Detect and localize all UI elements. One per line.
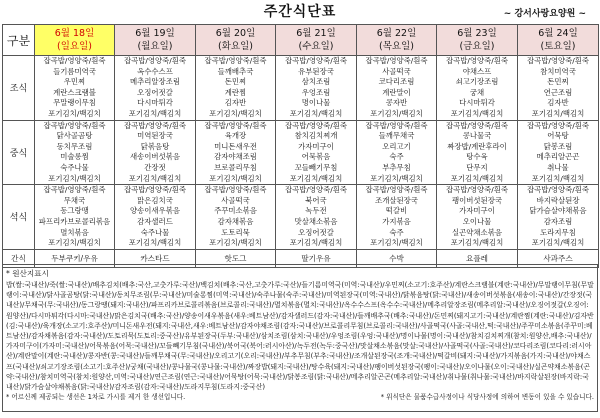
day-header-3: [276, 25, 357, 56]
menu-item: 가자미구이: [459, 206, 495, 216]
meal-cell: [357, 56, 437, 121]
meal-cell: [276, 185, 357, 250]
meal-cell: [276, 56, 357, 121]
day-weekday: (목요일): [379, 41, 414, 52]
meal-cell: [35, 185, 115, 250]
menu-item: 북어국: [305, 195, 327, 205]
fish-bone-note: * 어르신께 제공되는 생선은 1차로 가시를 제거 한 생선입니다.: [6, 393, 186, 402]
menu-item: 실곤약채소볶음: [452, 227, 502, 237]
origin-notes: [2, 264, 598, 412]
menu-item: 콩나물국: [462, 131, 492, 141]
menu-item: 포기김치/백김치: [209, 238, 262, 248]
menu-item: 바지락살된장: [536, 195, 580, 205]
menu-item: 잡곡밥/영양죽/흰죽: [43, 185, 106, 195]
menu-item: 꼬들빼기무침: [294, 162, 338, 172]
snack-item: 딸기우유: [276, 249, 357, 267]
meal-cell: [115, 56, 196, 121]
day-header-6: [518, 25, 599, 56]
day-date: 6월 18일: [54, 28, 95, 39]
menu-item: 미역된장국: [137, 131, 173, 141]
menu-item: 잡곡밥/영양죽/흰죽: [445, 56, 509, 65]
snack-item: 카스타드: [115, 249, 196, 267]
meal-cell: [437, 185, 518, 250]
menu-item: 유부된장국: [298, 66, 334, 76]
menu-item: 우엉조림: [301, 87, 331, 97]
menu-item: 잡곡밥/영양죽/흰죽: [365, 120, 428, 130]
meal-label: 조식: [3, 56, 35, 121]
day-header-row: [3, 25, 599, 56]
snack-item: 사과주스: [518, 249, 599, 267]
menu-item: 잡곡밥/영양죽/흰죽: [123, 120, 187, 130]
menu-item: 잡곡밥/영양죽/흰죽: [365, 185, 428, 195]
menu-item: 참치김치찌개: [294, 131, 338, 141]
menu-item: 숙주: [389, 152, 404, 162]
menu-item: 옥수수스프: [137, 66, 173, 76]
menu-item: 닭사골곰탕: [56, 131, 93, 141]
menu-item: 다시마튀각: [459, 98, 495, 108]
menu-item: 포기김치/백김치: [289, 173, 343, 183]
menu-item: 포기김치/백김치: [289, 238, 343, 248]
menu-item: 브로콜리무침: [214, 162, 257, 172]
menu-item: 감자샐러드: [137, 216, 173, 226]
menu-item: 포기김치/백김치: [209, 108, 262, 118]
menu-item: 닭볶음탕: [140, 141, 170, 151]
menu-item: 육개장: [224, 131, 247, 141]
menu-item: 숙주: [389, 227, 404, 237]
menu-item: 포기김치/백김치: [128, 173, 182, 183]
origin-notes-body: 밥(쌀:국내산)/죽(쌀:국내산)/배추김치(배추:국산,고춧가루:국산)/백김치(배추:국산,고춧가루:국산)/들기름미역국(미역:국내산)/우민찌(소고기:호주산)/계란스크램블(계란:국내산)/무말랭이무침(무말랭이:국내산)/닭사골곰탕(닭:국내산)/동치무조림(무:국내산)/미술롱찜(미역:국내산)/숙주나물(숙주:국내산)/미역된장국(미역:국내산)/닭볶음탕(닭:국내산)/새송이버섯볶음(새송이:국내산)/간장젓(국내산)/무채국(무:국내산)/동그랑땡(돼지:국내산)/파프리카브로콜리볶음(브로콜리:국내산)/멸치볶음(멸치:국내산)/옥수수스프(옥수수:국내산)/메추리알장조림(메추리알:국내산)/오징어젓갈(오징어:원양산)/다시마튀각(다시마:국내산)/맑은김치국(배추:국산)/양송이새우볶음(새우:베트남산)/감자샐러드(감자:국내산)/들깨배추국(배추:국내산)/돈민찌(돼지고기:국내산)/계란찜(계란:국내산)/김자반(김:국내산)/육개장(소고기:호주산)/미니돈새우전(돼지:국내산,새우:베트남산)/감자야채조림(감자:국내산)/브로콜리무침(브로콜리:국내산)/사골떡국(사골:국내산,떡:국내산)/주꾸미소볶음(주꾸미:베트남산)/감자채볶음(감자:국내산)/도토리묵(도토리:중국산)/유부된장국(두부:국내산)/삼치조림(삼치:국내산)/우엉조림(우엉:국내산)/명이나물(명이:국내산)/참치김치찌개(참치:원양산,배추:국내산)/가자미구이(가자미:국내산)/어묵볶음(어묵:국내산)/꼬들빼기무침(국내산)/북어국(북어:러시아산)/녹두전(녹두:중국산)/맛살채소볶음(맛살:국내산)/사골떡국(사골:국내산)/코다리조림(코다리:러시아산)/계란말이(계란:국내산)/콩자반(콩:국내산)/들깨무채국(무:국내산)/오리고기(오리:국내산)/부추무침(부추:국내산)/조개살된장국(조개:국내산)/떡갈비(돼지:국내산)/가지볶음(가지:국내산)/야채스프(국내산)/쇠고기장조림(소고기:호주산)/궁채(국내산)/콩나물국(콩나물:국내산)/짜장밥(돼지:국내산)/탕수육(돼지:국내산)/팽이버섯된장국(팽이:국내산)/오이나물(오이:국내산)/실곤약채소볶음(곤약:국내산)/참치미역국(참치:원양산,미역:국내산)/연근조림(연근:국내산)/어묵탕(어묵:국내산)/닭봉조림(닭:국내산)/메추리알곤곤(메추리알:국내산)/취나물(취나물:국내산)/바지락살된장(바지락:국내산)/닭가슴살야채볶음(닭:국내산)/감자조림(감자:국내산)/도라지무침(도라지:중국산): [6, 281, 594, 392]
meal-cell: [357, 185, 437, 250]
menu-item: 들깨무채국: [378, 131, 415, 141]
snack-item: 두부쿠키/우유: [35, 249, 115, 267]
menu-item: 녹두전: [305, 206, 327, 216]
meal-row: [3, 120, 599, 185]
menu-item: 다시마튀각: [137, 98, 173, 108]
menu-item: 오이나물: [462, 216, 492, 226]
menu-item: 포기김치/백김치: [128, 108, 182, 118]
menu-item: 사골떡국: [221, 195, 250, 205]
menu-item: 잡곡밥/영양죽/흰죽: [204, 120, 267, 130]
day-header-2: [196, 25, 276, 56]
day-date: 6월 21일: [296, 28, 336, 39]
meal-cell: [518, 120, 599, 185]
day-header-5: [437, 25, 518, 56]
menu-item: 쇠고기장조림: [455, 77, 499, 87]
meal-cell: [115, 120, 196, 185]
notes-footer: [6, 393, 594, 402]
day-date: 6월 24일: [538, 28, 578, 39]
day-header-1: [115, 25, 196, 56]
menu-item: 포기김치/백김치: [209, 173, 262, 183]
day-weekday: (월요일): [137, 41, 173, 52]
menu-item: 포기김치/백김치: [531, 173, 585, 183]
menu-item: 잡곡밥/영양죽/흰죽: [284, 120, 348, 130]
menu-item: 잡곡밥/영양죽/흰죽: [204, 56, 267, 65]
menu-item: 새송이버섯볶음: [130, 152, 180, 162]
menu-item: 참치미역국: [540, 66, 576, 76]
menu-item: 궁채: [469, 87, 485, 97]
menu-item: 멸치볶음: [60, 227, 89, 237]
menu-item: 포기김치/백김치: [48, 173, 101, 183]
menu-item: 코다리조림: [378, 77, 415, 87]
menu-item: 잡곡밥/영양죽/흰죽: [204, 185, 267, 195]
menu-item: 잡곡밥/영양죽/흰죽: [284, 185, 348, 195]
menu-item: 감자조림: [543, 216, 573, 226]
menu-item: 간장젓: [144, 162, 166, 172]
day-weekday: (일요일): [57, 41, 92, 52]
menu-item: 야채스프: [462, 66, 492, 76]
menu-item: 숙주나물: [140, 227, 170, 237]
menu-item: 들깨배추국: [217, 66, 254, 76]
meal-row: [3, 56, 599, 121]
origin-notes-heading: * 원산지표시: [6, 269, 49, 278]
meal-label: 중식: [3, 120, 35, 185]
menu-item: 동그랑땡: [60, 206, 89, 216]
menu-item: 잡곡밥/영양죽/흰죽: [445, 185, 509, 195]
meal-cell: [518, 185, 599, 250]
menu-item: 잡곡밥/영양죽/흰죽: [526, 56, 590, 65]
menu-item: 취나물: [547, 162, 569, 172]
page-title: 주간식단표: [263, 4, 337, 20]
snack-label: 간식: [3, 249, 35, 267]
day-weekday: (토요일): [540, 41, 576, 52]
menu-item: 무채국: [63, 195, 86, 205]
day-weekday: (화요일): [218, 41, 253, 52]
menu-item: 포기김치/백김치: [450, 238, 504, 248]
menu-item: 가자미구이: [298, 141, 334, 151]
menu-item: 연근조림: [543, 87, 573, 97]
menu-item: 잡곡밥/영양죽/흰죽: [123, 185, 187, 195]
menu-item: 콩자반: [385, 98, 408, 108]
menu-item: 돈민찌: [224, 77, 247, 87]
meal-cell: [437, 120, 518, 185]
meal-cell: [196, 56, 276, 121]
meal-cell: [437, 56, 518, 121]
menu-item: 포기김치/백김치: [450, 108, 504, 118]
menu-item: 어묵볶음: [301, 152, 331, 162]
menu-item: 오리고기: [382, 141, 411, 151]
menu-item: 포기김치/백김치: [450, 173, 504, 183]
meal-rows: [3, 56, 599, 268]
facility-name: ~ 강서사랑요양원 ~: [503, 9, 586, 19]
menu-item: 메추리알곤곤: [536, 152, 580, 162]
menu-item: 탕수육: [466, 152, 488, 162]
menu-item: 잡곡밥/영양죽/흰죽: [365, 56, 428, 65]
menu-item: 닭봉조림: [543, 141, 573, 151]
menu-item: 감자야채조림: [214, 152, 257, 162]
menu-item: 양송이새우볶음: [130, 206, 180, 216]
snack-item: 수박: [357, 249, 437, 267]
menu-item: 계란말이: [382, 87, 411, 97]
menu-item: 김자반: [547, 98, 569, 108]
menu-item: 부추무침: [382, 162, 411, 172]
day-date: 6월 22일: [376, 28, 417, 39]
menu-item: 주꾸미소볶음: [214, 206, 257, 216]
menu-item: 김자반: [224, 98, 247, 108]
snack-item: 요플레: [437, 249, 518, 267]
menu-item: 포기김치/백김치: [370, 173, 423, 183]
day-weekday: (금요일): [459, 41, 495, 52]
meal-cell: [196, 185, 276, 250]
menu-item: 포기김치/백김치: [48, 108, 101, 118]
menu-item: 동치무조림: [56, 141, 93, 151]
menu-item: 맑은김치국: [137, 195, 173, 205]
corner-label: 구분: [3, 25, 35, 56]
menu-item: 잡곡밥/영양죽/흰죽: [526, 185, 590, 195]
meal-cell: [115, 185, 196, 250]
menu-item: 잡곡밥/영양죽/흰죽: [526, 120, 590, 130]
menu-item: 포기김치/백김치: [531, 108, 585, 118]
day-date: 6월 19일: [135, 28, 175, 39]
meal-label: 석식: [3, 185, 35, 250]
menu-item: 계란스크램블: [53, 87, 96, 97]
menu-item: 감자채볶음: [217, 216, 254, 226]
menu-item: 팽이버섯된장국: [452, 195, 502, 205]
meal-cell: [276, 120, 357, 185]
menu-item: 떡갈비: [385, 206, 408, 216]
menu-item: 포기김치/백김치: [531, 238, 585, 248]
day-header-0: [35, 25, 115, 56]
menu-item: 포기김치/백김치: [370, 238, 423, 248]
menu-item: 짜장밥/계란후라이: [447, 141, 507, 151]
menu-item: 우민찌: [63, 77, 86, 87]
menu-item: 포기김치/백김치: [48, 238, 101, 248]
menu-change-note: * 위식단은 물품수급사정이나 식당사정에 의하여 변동이 있을 수 있습니다.: [380, 393, 594, 402]
meal-cell: [35, 120, 115, 185]
menu-item: 잡곡밥/영양죽/흰죽: [123, 56, 187, 65]
menu-item: 도라지무침: [540, 227, 576, 237]
menu-item: 메추리알장조림: [130, 77, 180, 87]
menu-item: 포기김치/백김치: [289, 108, 343, 118]
menu-item: 잡곡밥/영양죽/흰죽: [43, 56, 106, 65]
meal-cell: [196, 120, 276, 185]
menu-item: 돈민찌: [547, 77, 569, 87]
menu-item: 파프리카브로콜리볶음: [38, 216, 111, 226]
menu-header: [0, 0, 600, 22]
meal-row: [3, 185, 599, 250]
menu-item: 명이나물: [301, 98, 331, 108]
menu-item: 오징어젓갈: [137, 87, 173, 97]
menu-item: 맛살채소볶음: [294, 216, 338, 226]
menu-item: 삼치조림: [301, 77, 331, 87]
menu-item: 미니돈새우전: [214, 141, 257, 151]
menu-item: 잡곡밥/영양죽/흰죽: [43, 120, 106, 130]
meal-cell: [518, 56, 599, 121]
meal-cell: [35, 56, 115, 121]
menu-item: 숙주나물: [60, 162, 89, 172]
menu-item: 도토리묵: [221, 227, 250, 237]
menu-item: 단무지: [466, 162, 488, 172]
menu-item: 조개살된장국: [375, 195, 418, 205]
menu-item: 잡곡밥/영양죽/흰죽: [284, 56, 348, 65]
menu-item: 잡곡밥/영양죽/흰죽: [445, 120, 509, 130]
day-date: 6월 23일: [457, 28, 497, 39]
menu-item: 계란찜: [224, 87, 247, 97]
day-date: 6월 20일: [215, 28, 256, 39]
menu-item: 포기김치/백김치: [370, 108, 423, 118]
menu-item: 사골떡국: [382, 66, 411, 76]
snack-item: 핫도그: [196, 249, 276, 267]
menu-item: 들기름미역국: [53, 66, 96, 76]
weekly-menu-table: [2, 24, 599, 268]
menu-item: 포기김치/백김치: [128, 238, 182, 248]
day-header-4: [357, 25, 437, 56]
day-weekday: (수요일): [298, 41, 334, 52]
menu-item: 미술롱찜: [60, 152, 89, 162]
menu-item: 닭가슴살야채볶음: [529, 206, 587, 216]
menu-item: 무말랭이무침: [53, 98, 96, 108]
menu-item: 어묵탕: [547, 131, 569, 141]
menu-item: 가지볶음: [382, 216, 411, 226]
menu-item: 오징어젓갈: [298, 227, 334, 237]
meal-cell: [357, 120, 437, 185]
